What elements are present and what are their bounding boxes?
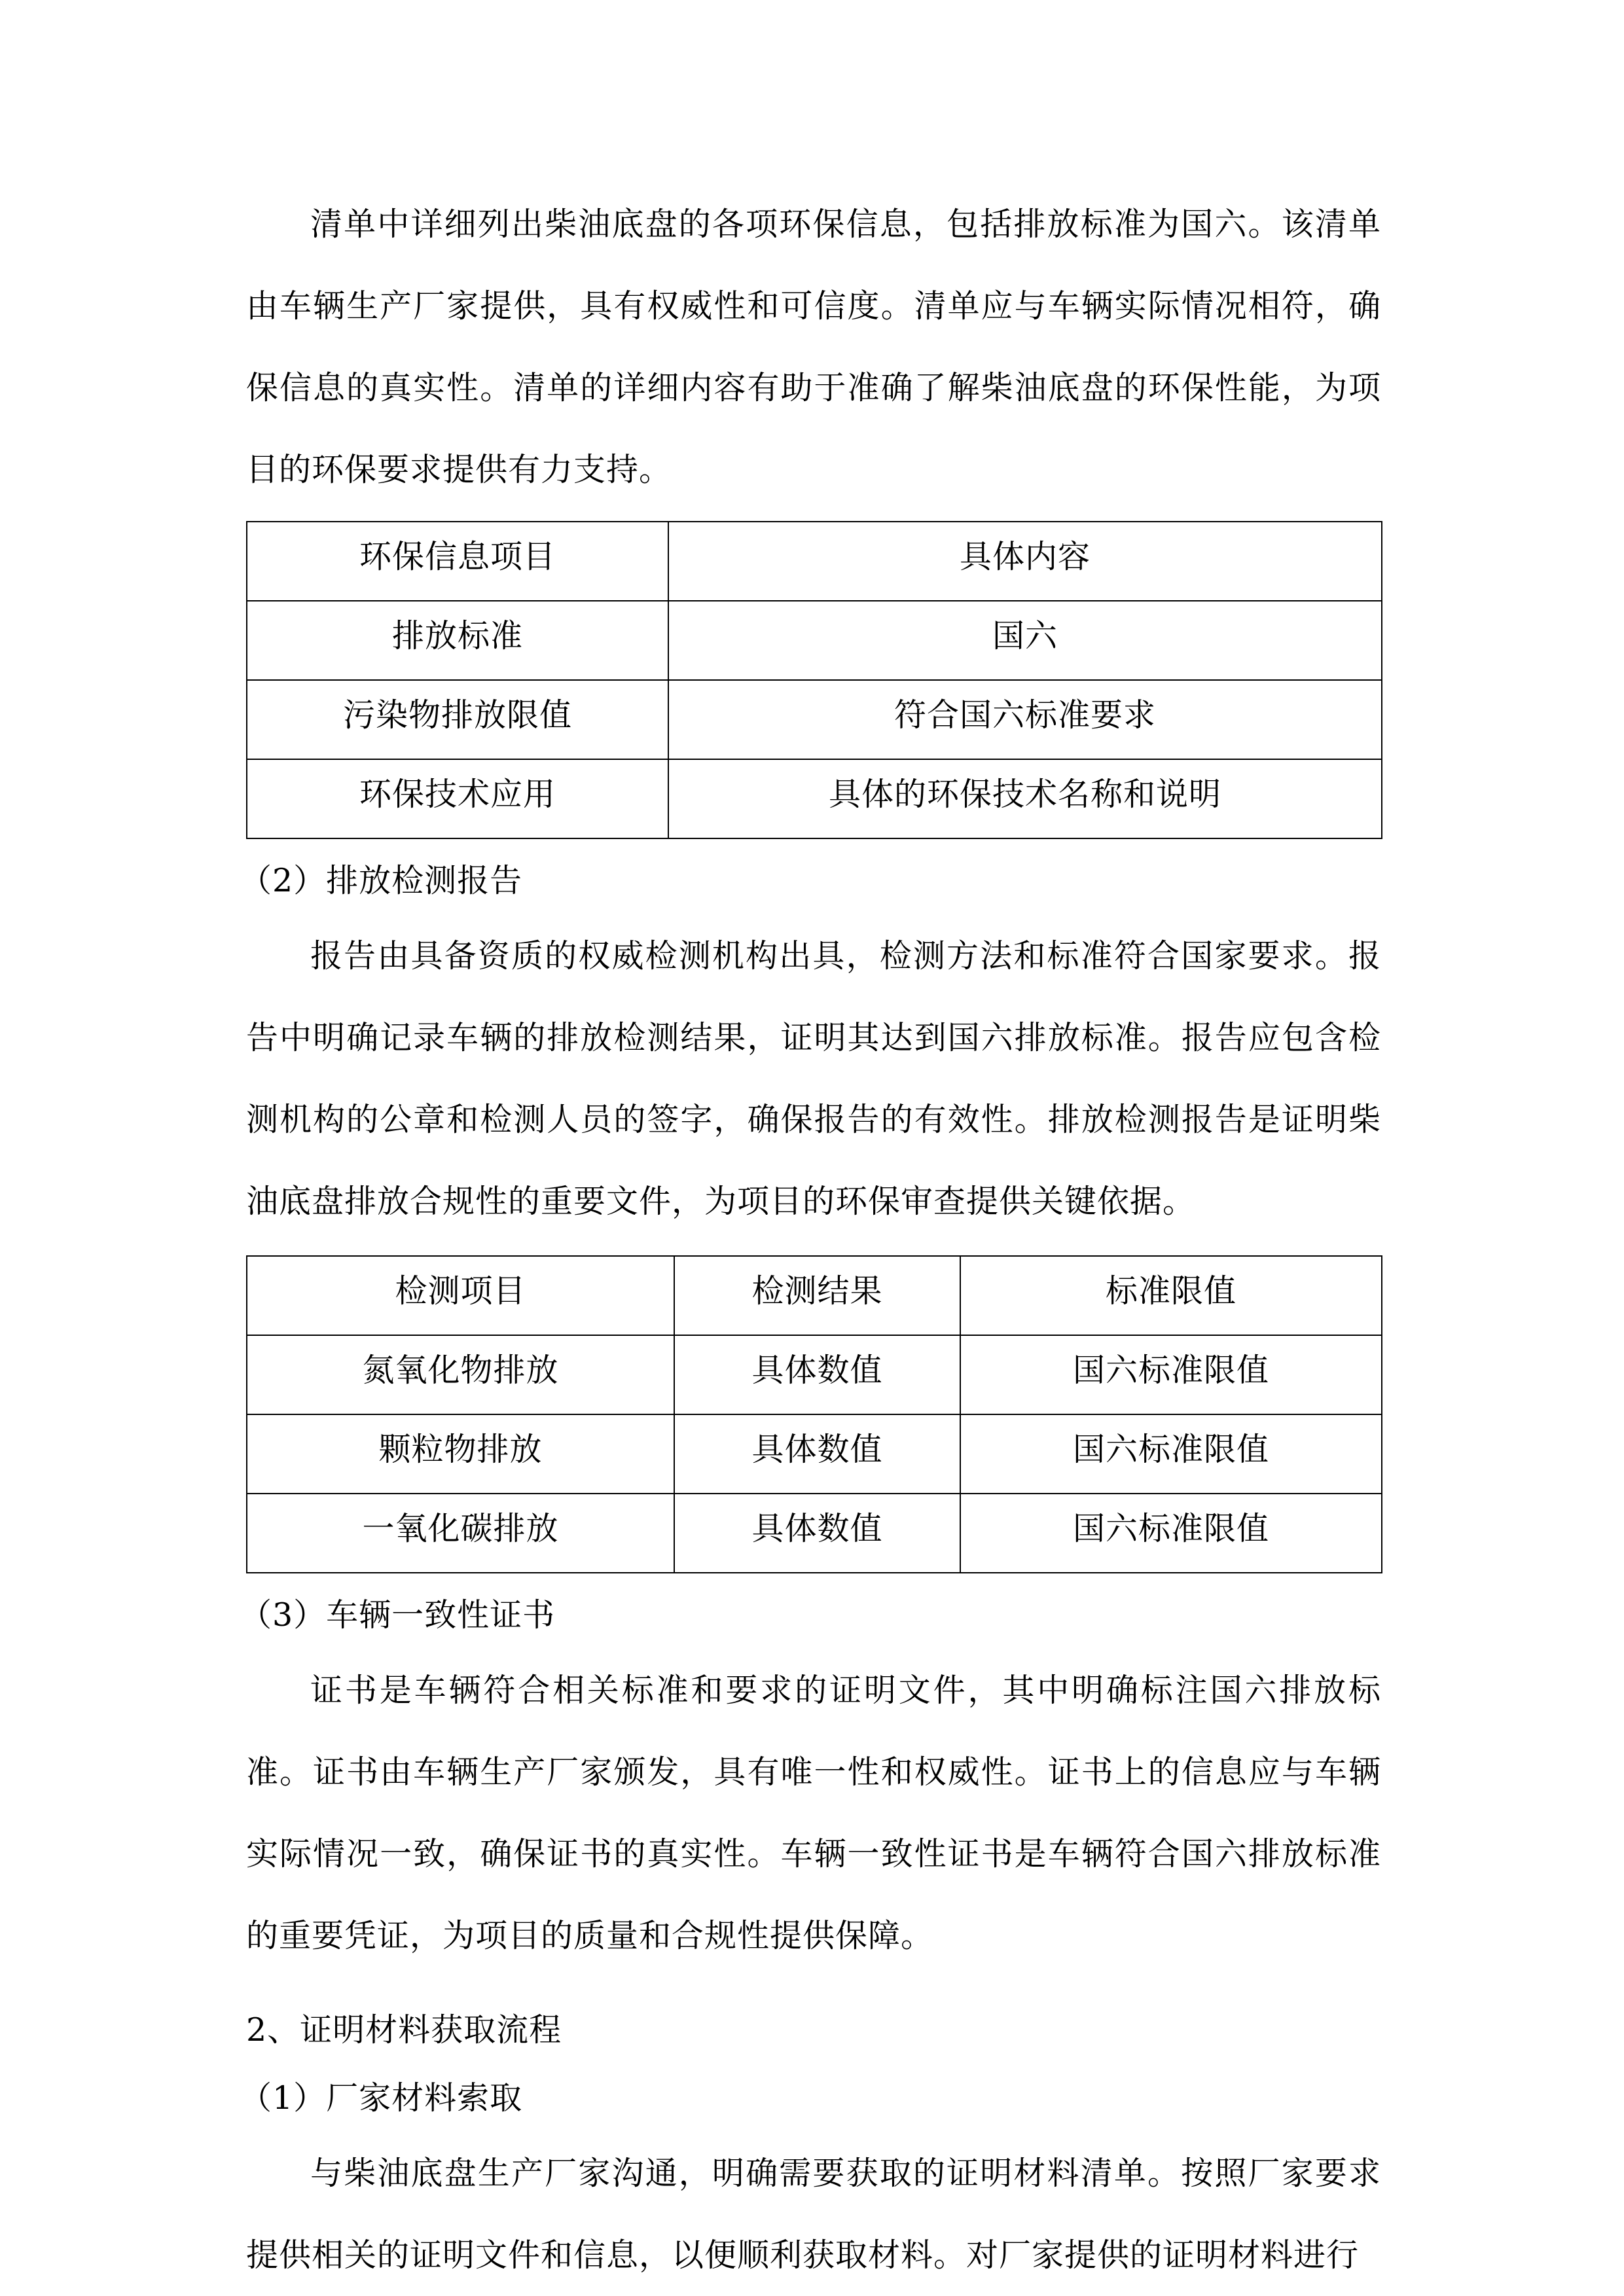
table-cell: 颗粒物排放 <box>247 1414 674 1494</box>
table-header-row <box>247 1256 1382 1335</box>
table-header-cell: 标准限值 <box>960 1256 1382 1335</box>
table-header-cell: 具体内容 <box>668 522 1382 601</box>
emission-report-paragraph: 报告由具备资质的权威检测机构出具，检测方法和标准符合国家要求。报告中明确记录车辆的排放检测结果，证明其达到国六排放标准。报告应包含检测机构的公章和检测人员的签字，确保报告的有效性。排放检测报告是证明柴油底盘排放合规性的重要文件，为项目的环保审查提供关键依据。 <box>246 937 1381 1220</box>
env-info-table <box>246 521 1382 839</box>
section-title-manufacturer-materials: （1）厂家材料索取 <box>240 2079 523 2117</box>
table-cell: 国六标准限值 <box>960 1335 1382 1414</box>
table-row <box>247 601 1382 680</box>
section-title-emission-report: （2）排放检测报告 <box>240 862 523 899</box>
heading-material-acquisition-process: 2、证明材料获取流程 <box>246 2011 562 2049</box>
table-row <box>247 680 1382 759</box>
table-cell: 具体数值 <box>674 1414 960 1494</box>
table-cell: 一氧化碳排放 <box>247 1494 674 1573</box>
table-header-row <box>247 522 1382 601</box>
table-header-cell: 环保信息项目 <box>247 522 668 601</box>
table-row <box>247 1335 1382 1414</box>
table-cell: 污染物排放限值 <box>247 680 668 759</box>
table-cell: 国六 <box>668 601 1382 680</box>
table-header-cell: 检测结果 <box>674 1256 960 1335</box>
env-list-paragraph: 清单中详细列出柴油底盘的各项环保信息，包括排放标准为国六。该清单由车辆生产厂家提供，具有权威性和可信度。清单应与车辆实际情况相符，确保信息的真实性。清单的详细内容有助于准确了解柴油底盘的环保性能，为项目的环保要求提供有力支持。 <box>246 206 1381 488</box>
manufacturer-materials-paragraph: 与柴油底盘生产厂家沟通，明确需要获取的证明材料清单。按照厂家要求提供相关的证明文件和信息，以便顺利获取材料。对厂家提供的证明材料进行 <box>246 2155 1381 2274</box>
table-cell: 排放标准 <box>247 601 668 680</box>
table-row <box>247 759 1382 838</box>
table-cell: 具体的环保技术名称和说明 <box>668 759 1382 838</box>
table-cell: 氮氧化物排放 <box>247 1335 674 1414</box>
table-cell: 国六标准限值 <box>960 1494 1382 1573</box>
document-page <box>240 183 1381 2296</box>
table-cell: 具体数值 <box>674 1335 960 1414</box>
table-row <box>247 1414 1382 1494</box>
table-cell: 符合国六标准要求 <box>668 680 1382 759</box>
emission-test-table <box>246 1255 1382 1573</box>
table-header-cell: 检测项目 <box>247 1256 674 1335</box>
table-cell: 国六标准限值 <box>960 1414 1382 1494</box>
conformity-certificate-paragraph: 证书是车辆符合相关标准和要求的证明文件，其中明确标注国六排放标准。证书由车辆生产厂家颁发，具有唯一性和权威性。证书上的信息应与车辆实际情况一致，确保证书的真实性。车辆一致性证书是车辆符合国六排放标准的重要凭证，为项目的质量和合规性提供保障。 <box>246 1672 1381 1954</box>
section-title-conformity-certificate: （3）车辆一致性证书 <box>240 1596 556 1634</box>
table-row <box>247 1494 1382 1573</box>
table-cell: 具体数值 <box>674 1494 960 1573</box>
table-cell: 环保技术应用 <box>247 759 668 838</box>
